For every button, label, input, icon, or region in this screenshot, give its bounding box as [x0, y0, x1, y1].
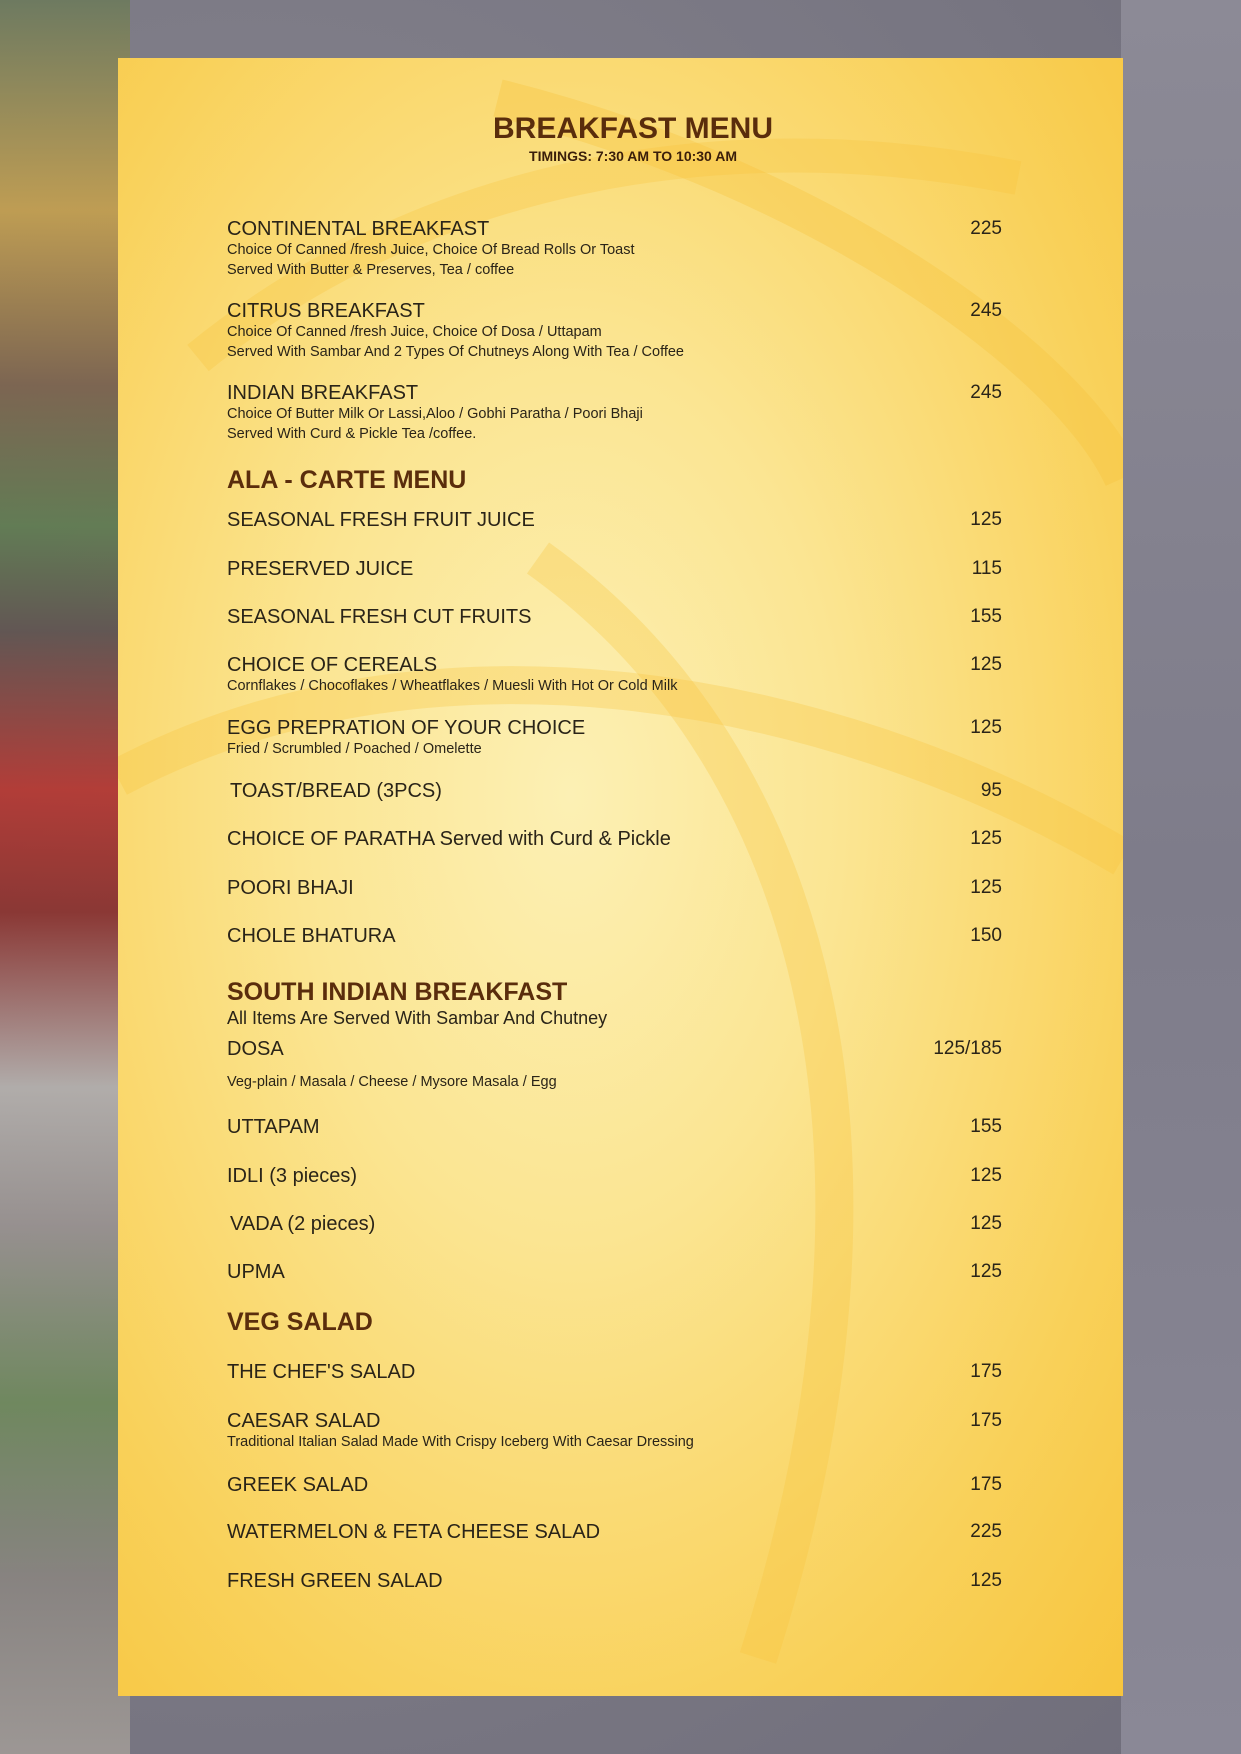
item-name: TOAST/BREAD (3PCS)	[230, 780, 442, 802]
menu-item	[227, 558, 1002, 580]
item-desc: Fried / Scrumbled / Poached / Omelette	[227, 741, 482, 757]
item-price: 175	[970, 1361, 1002, 1382]
item-price: 125	[970, 1261, 1002, 1282]
item-desc: Choice Of Canned /fresh Juice, Choice Of Dosa / Uttapam	[227, 324, 602, 340]
item-name: CHOICE OF CEREALS	[227, 654, 438, 676]
section-heading: VEG SALAD	[227, 1308, 373, 1336]
item-price: 225	[970, 1521, 1002, 1542]
item-name: UPMA	[227, 1261, 285, 1283]
menu-item	[227, 300, 1002, 362]
item-desc: Cornflakes / Chocoflakes / Wheatflakes / Muesli With Hot Or Cold Milk	[227, 678, 678, 694]
item-price: 125	[970, 1165, 1002, 1186]
item-name: CITRUS BREAKFAST	[227, 300, 425, 322]
menu-item	[227, 1570, 1002, 1592]
item-name: CHOICE OF PARATHA Served with Curd & Pickle	[227, 828, 671, 850]
item-name: DOSA	[227, 1038, 284, 1060]
menu-item	[227, 1038, 1002, 1092]
menu-item	[227, 654, 1002, 696]
menu-item	[227, 828, 1002, 850]
item-price: 125	[970, 1570, 1002, 1591]
menu-item	[227, 717, 1002, 759]
item-desc: Choice Of Butter Milk Or Lassi,Aloo / Gobhi Paratha / Poori Bhaji	[227, 406, 643, 422]
item-price: 125	[970, 717, 1002, 738]
timings: TIMINGS: 7:30 AM TO 10:30 AM	[529, 148, 737, 164]
item-price: 155	[970, 606, 1002, 627]
item-desc: Served With Butter & Preserves, Tea / coffee	[227, 262, 515, 278]
item-price: 115	[971, 558, 1002, 579]
menu-item	[227, 1213, 1002, 1235]
item-name: SEASONAL FRESH FRUIT JUICE	[227, 509, 535, 531]
menu-item	[227, 780, 1002, 802]
background-stone-texture	[1121, 0, 1241, 1754]
item-name: UTTAPAM	[227, 1116, 320, 1138]
item-price: 225	[970, 218, 1002, 239]
menu-item	[227, 1261, 1002, 1283]
item-price: 175	[970, 1474, 1002, 1495]
section-heading: SOUTH INDIAN BREAKFAST	[227, 978, 568, 1006]
menu-item	[227, 218, 1002, 280]
menu-item	[227, 1410, 1002, 1452]
item-name: THE CHEF'S SALAD	[227, 1361, 416, 1383]
item-name: CONTINENTAL BREAKFAST	[227, 218, 490, 240]
item-name: GREEK SALAD	[227, 1474, 369, 1496]
item-name: CHOLE BHATURA	[227, 925, 396, 947]
item-name: INDIAN BREAKFAST	[227, 382, 419, 404]
item-price: 245	[970, 300, 1002, 321]
section-heading: ALA - CARTE MENU	[227, 466, 467, 494]
item-price: 155	[970, 1116, 1002, 1137]
menu-item	[227, 382, 1002, 444]
menu-item	[227, 877, 1002, 899]
item-name: IDLI (3 pieces)	[227, 1165, 358, 1187]
item-price: 125	[970, 1213, 1002, 1234]
menu-item	[227, 1361, 1002, 1383]
item-name: CAESAR SALAD	[227, 1410, 381, 1432]
item-desc: Served With Curd & Pickle Tea /coffee.	[227, 426, 477, 442]
item-price: 150	[970, 925, 1002, 946]
item-name: VADA (2 pieces)	[230, 1213, 376, 1235]
item-name: FRESH GREEN SALAD	[227, 1570, 443, 1592]
item-price: 125	[970, 877, 1002, 898]
menu-item	[227, 606, 1002, 628]
item-desc: Choice Of Canned /fresh Juice, Choice Of Bread Rolls Or Toast	[227, 242, 635, 258]
page-title: BREAKFAST MENU	[492, 112, 773, 145]
item-name: PRESERVED JUICE	[227, 558, 414, 580]
menu-item	[227, 925, 1002, 947]
item-desc: Veg-plain / Masala / Cheese / Mysore Masala / Egg	[227, 1074, 557, 1090]
section-subtitle: All Items Are Served With Sambar And Chutney	[227, 1008, 608, 1028]
menu-item	[227, 1474, 1002, 1496]
menu-item	[227, 1165, 1002, 1187]
item-price: 245	[970, 382, 1002, 403]
menu-item	[227, 1116, 1002, 1138]
menu-item	[227, 1521, 1002, 1543]
item-desc: Served With Sambar And 2 Types Of Chutneys Along With Tea / Coffee	[227, 344, 684, 360]
item-desc: Traditional Italian Salad Made With Crispy Iceberg With Caesar Dressing	[227, 1434, 694, 1450]
item-price: 95	[980, 780, 1002, 801]
item-price: 125	[970, 509, 1002, 530]
background-food-photo	[0, 0, 130, 1754]
item-price: 125/185	[933, 1038, 1002, 1059]
item-name: POORI BHAJI	[227, 877, 354, 899]
item-name: WATERMELON & FETA CHEESE SALAD	[227, 1521, 601, 1543]
item-name: EGG PREPRATION OF YOUR CHOICE	[227, 717, 586, 739]
menu-item	[227, 509, 1002, 531]
item-name: SEASONAL FRESH CUT FRUITS	[227, 606, 532, 628]
item-price: 125	[970, 828, 1002, 849]
item-price: 175	[970, 1410, 1002, 1431]
item-price: 125	[970, 654, 1002, 675]
